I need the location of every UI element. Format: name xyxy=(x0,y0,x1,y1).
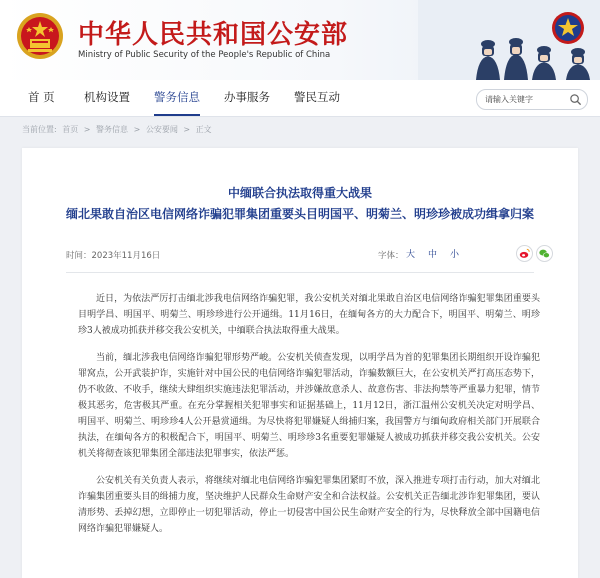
breadcrumb-separator: > xyxy=(83,125,91,134)
nav-interaction[interactable]: 警民互动 xyxy=(294,90,340,104)
search-input[interactable] xyxy=(485,92,563,106)
font-size-small[interactable]: 小 xyxy=(450,250,460,260)
breadcrumb-current: 正文 xyxy=(195,125,212,134)
breadcrumb-label: 当前位置: xyxy=(22,125,57,134)
police-banner-illustration xyxy=(418,0,600,80)
nav-services[interactable]: 办事服务 xyxy=(224,90,270,104)
article-date: 时间：2023年11月16日 xyxy=(66,251,161,261)
search-icon[interactable] xyxy=(569,93,582,106)
national-emblem-icon xyxy=(16,12,64,60)
nav-home[interactable]: 首 页 xyxy=(28,90,55,104)
breadcrumb-police-news[interactable]: 警务信息 xyxy=(96,125,129,134)
font-size-label: 字体： xyxy=(378,251,404,261)
article-body xyxy=(78,291,540,548)
search-box xyxy=(476,89,588,110)
meta-divider xyxy=(66,272,534,273)
font-size-medium[interactable]: 中 xyxy=(428,250,438,260)
article-title-line1: 中缅联合执法取得重大战果 xyxy=(227,186,372,200)
wechat-icon[interactable] xyxy=(536,245,553,262)
breadcrumb xyxy=(22,124,215,138)
breadcrumb-separator: > xyxy=(183,125,191,134)
article-card xyxy=(22,148,578,578)
article-paragraph: 当前，缅北涉我电信网络诈骗犯罪形势严峻。公安机关侦查发现，以明学昌为首的犯罪集团长期组织开设诈骗犯罪窝点，公开武装护诈，实施针对中国公民的电信网络诈骗犯罪活动，诈骗数额巨大，在公安机关严打高压态势下，仍不收敛、不收手，继续大肆组织实施违法犯罪活动，并涉嫌故意杀人、故意伤害、非法拘禁等严重暴力犯罪，情节极其恶劣，危害极其严重。在充分掌握相关犯罪事实和证据基础上，11月12日，浙江温州公安机关决定对明学昌、明国平、明菊兰、明珍珍4人公开悬赏通缉。为尽快将犯罪嫌疑人缉捕归案，我国警方与缅甸政府相关部门开展联合执法，在缅甸各方的积极配合下，明国平、明菊兰、明珍珍3名重要犯罪嫌疑人被成功抓获并移交我公安机关。公安机关将彻查该犯罪集团全部违法犯罪事实，依法严惩。 xyxy=(78,353,540,459)
breadcrumb-home[interactable]: 首页 xyxy=(62,125,79,134)
site-header xyxy=(0,0,600,80)
article-paragraph: 公安机关有关负责人表示，将继续对缅北电信网络诈骗犯罪集团紧盯不放，深入推进专项打击行动，加大对缅北诈骗集团重要头目的缉捕力度，坚决维护人民群众生命财产安全和合法权益。公安机关正告缅北涉诈犯罪集团，要认清形势、丢掉幻想，立即停止一切犯罪活动，停止一切侵害中国公民生命财产安全的行为，尽快释放全部中国籍电信网络诈骗犯罪嫌疑人。 xyxy=(78,476,540,534)
breadcrumb-separator: > xyxy=(133,125,141,134)
weibo-icon[interactable] xyxy=(516,245,533,262)
article-paragraph: 近日，为依法严厉打击缅北涉我电信网络诈骗犯罪，我公安机关对缅北果敢自治区电信网络诈骗犯罪集团重要头目明学昌、明国平、明菊兰、明珍珍进行公开通缉。11月16日，在缅甸各方的大力配合下，明国平、明菊兰、明珍珍3人被成功抓获并移交我公安机关，中缅联合执法取得重大战果。 xyxy=(78,294,540,336)
nav-organization[interactable]: 机构设置 xyxy=(84,90,130,104)
site-subtitle: Ministry of Public Security of the People's Republic of China xyxy=(78,50,331,60)
breadcrumb-public-security-news[interactable]: 公安要闻 xyxy=(145,125,178,134)
font-size-large[interactable]: 大 xyxy=(406,250,416,260)
nav-police-news[interactable]: 警务信息 xyxy=(154,80,200,116)
site-title: 中华人民共和国公安部 xyxy=(78,20,349,50)
article-title-line2: 缅北果敢自治区电信网络诈骗犯罪集团重要头目明国平、明菊兰、明珍珍被成功缉拿归案 xyxy=(65,207,534,221)
